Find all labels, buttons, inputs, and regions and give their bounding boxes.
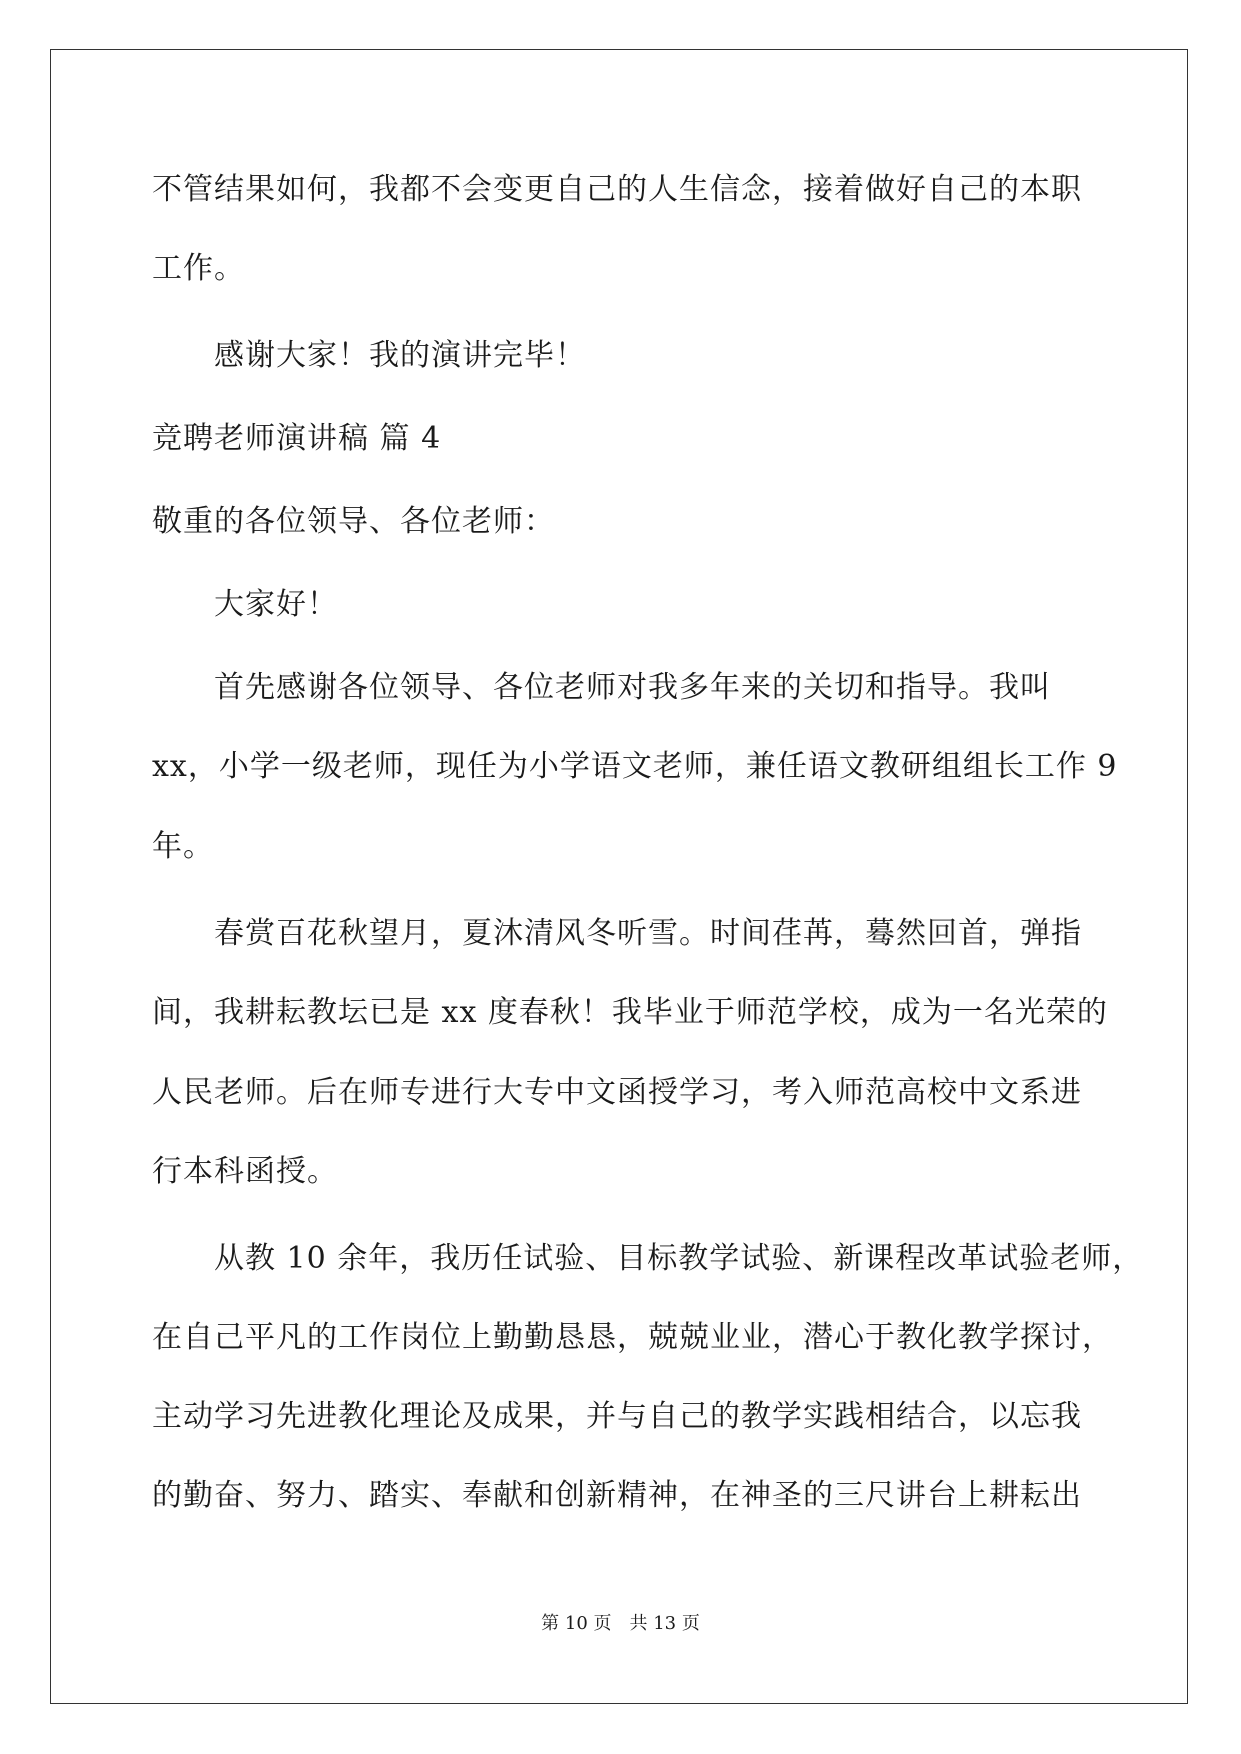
paragraph-line: 主动学习先进教化理论及成果，并与自己的教学实践相结合，以忘我	[152, 1399, 1082, 1434]
paragraph-line: 工作。	[152, 251, 245, 286]
paragraph-line: xx，小学一级老师，现任为小学语文老师，兼任语文教研组组长工作 9	[152, 749, 1118, 784]
paragraph-line: 从教 10 余年，我历任试验、目标教学试验、新课程改革试验老师，	[214, 1241, 1144, 1276]
paragraph-line: 的勤奋、努力、踏实、奉献和创新精神，在神圣的三尺讲台上耕耘出	[152, 1478, 1082, 1513]
paragraph-line: 感谢大家！我的演讲完毕！	[214, 338, 586, 373]
paragraph-line: 在自己平凡的工作岗位上勤勤恳恳，兢兢业业，潜心于教化教学探讨，	[152, 1320, 1113, 1355]
page-border	[50, 49, 1188, 1704]
paragraph-line: 行本科函授。	[152, 1154, 338, 1189]
salutation: 敬重的各位领导、各位老师：	[152, 504, 555, 539]
paragraph-line: 首先感谢各位领导、各位老师对我多年来的关切和指导。我叫	[214, 670, 1051, 705]
paragraph-line: 人民老师。后在师专进行大专中文函授学习，考入师范高校中文系进	[152, 1075, 1082, 1110]
paragraph-line: 不管结果如何，我都不会变更自己的人生信念，接着做好自己的本职	[152, 172, 1082, 207]
page-number-footer: 第 10 页 共 13 页	[541, 1613, 700, 1634]
paragraph-line: 年。	[152, 829, 214, 864]
paragraph-line: 春赏百花秋望月，夏沐清风冬听雪。时间荏苒，蓦然回首，弹指	[214, 916, 1082, 951]
section-heading: 竞聘老师演讲稿 篇 4	[152, 421, 442, 456]
greeting: 大家好！	[214, 587, 338, 622]
paragraph-line: 间，我耕耘教坛已是 xx 度春秋！我毕业于师范学校，成为一名光荣的	[152, 995, 1108, 1030]
